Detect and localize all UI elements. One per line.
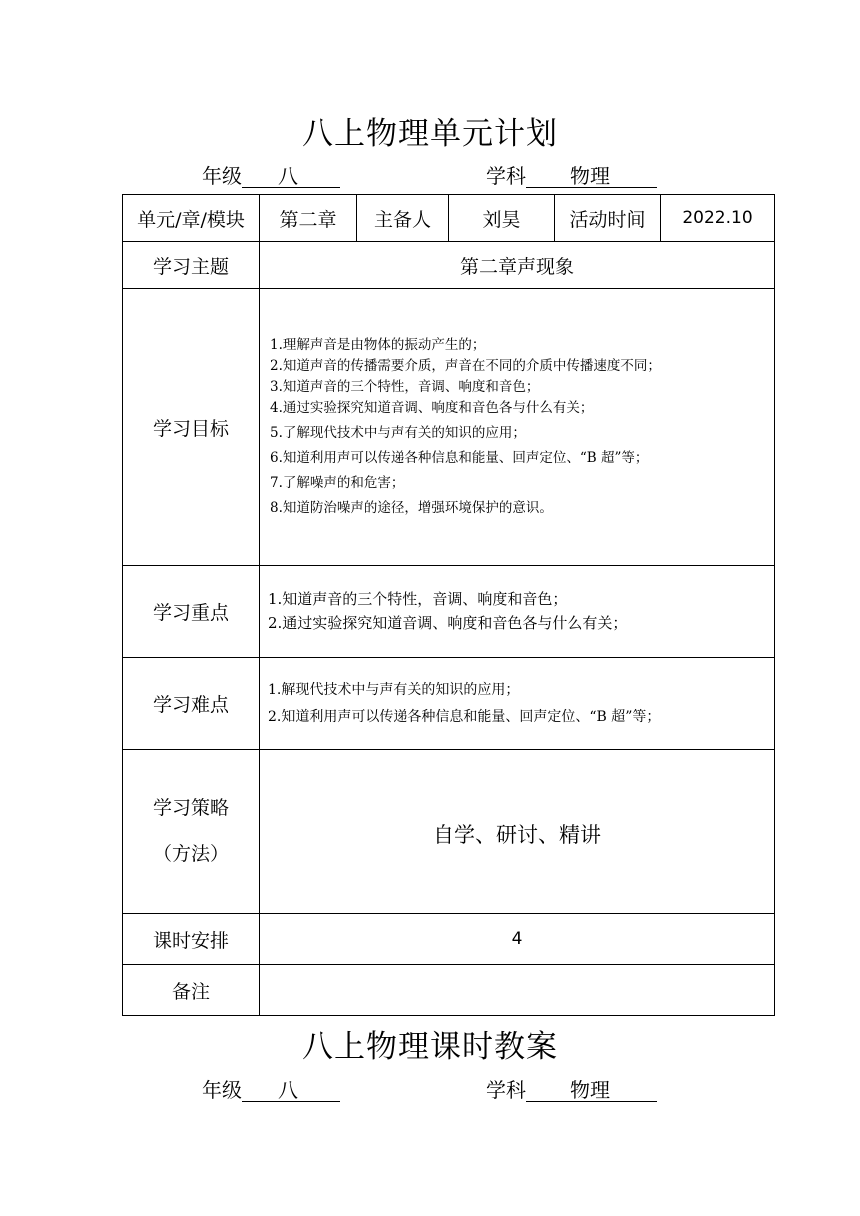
list-item: 6.知道利用声可以传递各种信息和能量、回声定位、“B 超”等； (270, 449, 649, 466)
unit-plan-title: 八上物理单元计划 (302, 116, 558, 152)
key-points-label: 学习重点 (123, 566, 260, 658)
list-item: 1.理解声音是由物体的振动产生的； (270, 337, 486, 354)
topic-label: 学习主题 (123, 242, 260, 289)
header-row (123, 195, 775, 242)
lesson-subject-label: 学科 (486, 1078, 526, 1102)
unit-plan-table (122, 194, 775, 1016)
grade-value: 八 (242, 165, 340, 188)
objectives-label: 学习目标 (123, 289, 260, 566)
time-value: 2022.10 (661, 195, 775, 242)
subject-value: 物理 (526, 165, 657, 188)
lesson-grade-line (202, 1074, 340, 1103)
key-points-list (260, 566, 775, 658)
list-item: 1.知道声音的三个特性，音调、响度和音色； (268, 590, 568, 609)
grade-line (202, 160, 340, 189)
lead-label: 主备人 (357, 195, 449, 242)
list-item: 5.了解现代技术中与声有关的知识的应用； (270, 425, 526, 441)
list-item: 2.通过实验探究知道音调、响度和音色各与什么有关； (268, 613, 628, 632)
list-item: 2.知道声音的传播需要介质，声音在不同的介质中传播速度不同； (270, 358, 661, 375)
notes-row (123, 965, 775, 1016)
list-item: 8.知道防治噪声的途径，增强环境保护的意识。 (270, 499, 553, 516)
strategy-row (123, 750, 775, 914)
strategy-value: 自学、研讨、精讲 (260, 750, 775, 914)
lesson-plan-title: 八上物理课时教案 (302, 1029, 558, 1065)
lesson-subject-line (486, 1074, 657, 1103)
topic-row (123, 242, 775, 289)
subject-line (486, 160, 657, 189)
strategy-label (123, 750, 260, 914)
time-label: 活动时间 (555, 195, 661, 242)
lesson-subject-value: 物理 (526, 1079, 657, 1102)
key-points-row (123, 566, 775, 658)
unit-label: 单元/章/模块 (123, 195, 260, 242)
topic-value: 第二章声现象 (260, 242, 775, 289)
lesson-grade-label: 年级 (202, 1078, 242, 1102)
periods-row (123, 914, 775, 965)
notes-value (260, 965, 775, 1016)
lead-value: 刘昊 (449, 195, 555, 242)
notes-label: 备注 (123, 965, 260, 1016)
list-item: 7.了解噪声的和危害； (270, 474, 405, 491)
difficulties-label: 学习难点 (123, 658, 260, 750)
list-item: 4.通过实验探究知道音调、响度和音色各与什么有关； (270, 400, 594, 417)
list-item: 2.知道利用声可以传递各种信息和能量、回声定位、“B 超”等； (268, 708, 661, 725)
list-item: 3.知道声音的三个特性，音调、响度和音色； (270, 379, 540, 396)
list-item: 1.解现代技术中与声有关的知识的应用； (268, 681, 520, 698)
unit-value: 第二章 (260, 195, 357, 242)
difficulties-row (123, 658, 775, 750)
objectives-row (123, 289, 775, 566)
strategy-label-line2: （方法） (152, 842, 229, 865)
grade-label: 年级 (202, 164, 242, 188)
difficulties-list (260, 658, 775, 750)
strategy-label-line1: 学习策略 (152, 796, 229, 819)
periods-value: 4 (260, 914, 775, 965)
periods-label: 课时安排 (123, 914, 260, 965)
objectives-list (260, 289, 775, 566)
lesson-grade-value: 八 (242, 1079, 340, 1102)
subject-label: 学科 (486, 164, 526, 188)
